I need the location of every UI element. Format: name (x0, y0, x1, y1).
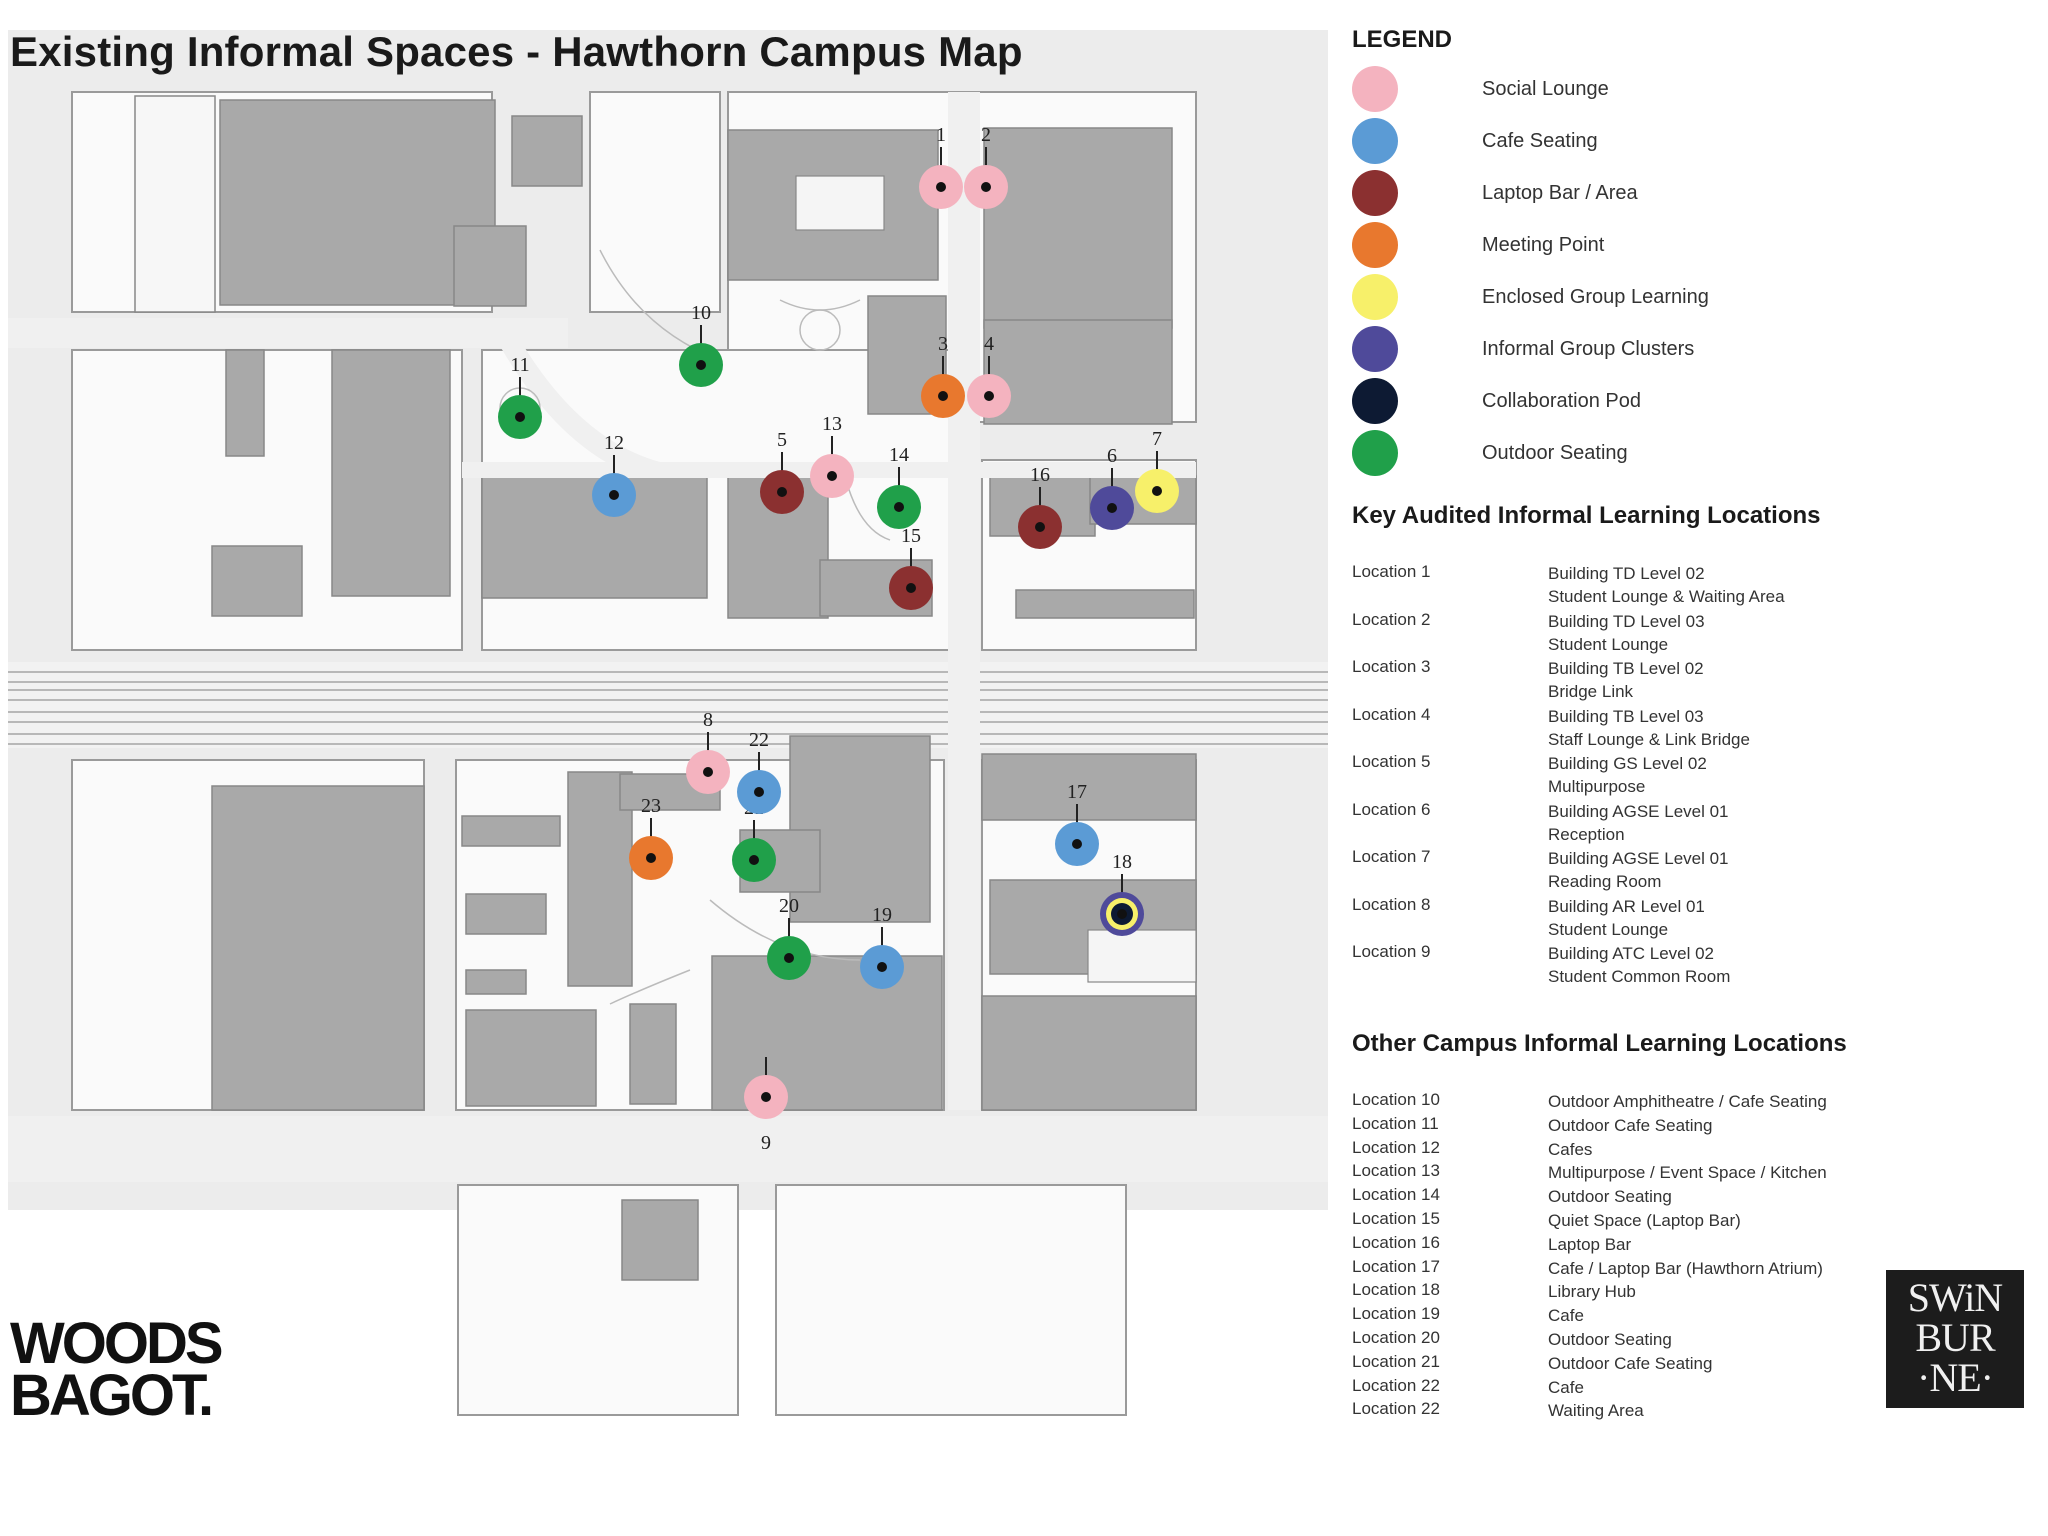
marker-dot (703, 767, 713, 777)
location-description-line: Building ATC Level 02 (1548, 944, 1715, 963)
marker-dot (784, 953, 794, 963)
marker-number: 4 (984, 333, 994, 355)
location-description (1548, 562, 1785, 608)
marker-number: 18 (1112, 851, 1132, 873)
other-locations-heading: Other Campus Informal Learning Locations (1352, 1030, 1847, 1057)
legend-label: Cafe Seating (1482, 130, 1598, 152)
legend-item (1352, 66, 1912, 112)
marker-number: 20 (779, 895, 799, 917)
location-name: Location 4 (1352, 704, 1431, 724)
location-description-line: Student Lounge (1548, 634, 1669, 654)
marker-dot (877, 962, 887, 972)
location-name: Location 7 (1352, 847, 1431, 866)
marker-dot (761, 1092, 771, 1102)
page-title: Existing Informal Spaces - Hawthorn Campus Map (10, 28, 1023, 75)
marker-dot (1072, 839, 1082, 849)
marker-number: 7 (1152, 428, 1162, 450)
marker-number: 19 (872, 904, 892, 926)
marker-number: 9 (761, 1132, 771, 1154)
marker-number: 8 (703, 709, 713, 731)
location-marker-5[interactable] (760, 429, 804, 514)
legend-label: Collaboration Pod (1482, 390, 1641, 412)
location-name: Location 17 (1352, 1256, 1440, 1276)
location-description: Multipurpose / Event Space / Kitchen (1548, 1163, 1827, 1183)
location-description-line: Building AGSE Level 01 (1548, 849, 1729, 868)
location-name: Location 14 (1352, 1185, 1440, 1205)
location-name: Location 1 (1352, 562, 1431, 581)
woods-bagot-line-1: WOODS (10, 1311, 221, 1376)
marker-number: 22 (749, 729, 769, 751)
location-marker-6[interactable] (1090, 445, 1134, 530)
marker-number: 15 (901, 525, 921, 547)
legend-item (1352, 274, 1912, 320)
location-description: Quiet Space (Laptop Bar) (1548, 1211, 1741, 1230)
location-marker-9[interactable] (744, 1057, 788, 1154)
legend-label: Meeting Point (1482, 234, 1605, 256)
marker-dot (749, 855, 759, 865)
location-name: Location 3 (1352, 657, 1431, 676)
location-name: Location 22 (1352, 1399, 1440, 1419)
location-description (1548, 895, 1705, 941)
location-name: Location 20 (1352, 1328, 1440, 1347)
marker-dot (646, 853, 656, 863)
legend (1352, 26, 1912, 54)
marker-dot (696, 360, 706, 370)
location-description-line: Student Common Room (1548, 967, 1731, 986)
legend-item (1352, 170, 1912, 216)
location-marker-3[interactable] (921, 333, 965, 418)
marker-number: 11 (510, 354, 530, 376)
location-description (1548, 705, 1750, 751)
location-marker-22[interactable] (737, 729, 781, 814)
location-description: Outdoor Seating (1548, 1330, 1672, 1349)
legend-swatch (1352, 66, 1398, 112)
location-description-line: Building AR Level 01 (1548, 896, 1705, 916)
location-description-line: Student Lounge & Waiting Area (1548, 587, 1785, 606)
location-marker-13[interactable] (810, 413, 854, 498)
woods-bagot-logo (10, 1311, 221, 1428)
location-marker-2[interactable] (964, 124, 1008, 209)
location-marker-11[interactable] (498, 354, 542, 439)
location-name: Location 15 (1352, 1209, 1440, 1228)
swinburne-line-2: BUR (1915, 1315, 1995, 1360)
marker-dot (981, 182, 991, 192)
marker-number: 16 (1030, 464, 1050, 486)
location-description-line: Bridge Link (1548, 682, 1634, 701)
marker-dot (938, 391, 948, 401)
location-name: Location 13 (1352, 1161, 1440, 1181)
location-name: Location 5 (1352, 752, 1431, 771)
location-marker-17[interactable] (1055, 781, 1099, 866)
location-marker-19[interactable] (860, 904, 904, 989)
legend-item (1352, 326, 1912, 372)
location-marker-14[interactable] (877, 444, 921, 529)
swinburne-logo (1886, 1270, 2024, 1408)
location-description-line: Student Lounge (1548, 919, 1669, 939)
location-name: Location 8 (1352, 894, 1431, 914)
location-description: Outdoor Cafe Seating (1548, 1353, 1713, 1373)
legend-label: Enclosed Group Learning (1482, 286, 1709, 308)
legend-heading: LEGEND (1352, 26, 1453, 53)
marker-dot (515, 412, 525, 422)
marker-number: 2 (981, 124, 991, 146)
marker-dot (1152, 486, 1162, 496)
location-description: Cafe (1548, 1306, 1584, 1326)
legend-swatch (1352, 326, 1398, 372)
legend-swatch (1352, 274, 1398, 320)
legend-label: Social Lounge (1482, 78, 1609, 100)
location-name: Location 22 (1352, 1375, 1440, 1395)
marker-dot (1035, 522, 1045, 532)
marker-number: 1 (936, 124, 946, 146)
marker-number: 10 (691, 302, 711, 324)
legend-label: Informal Group Clusters (1482, 338, 1695, 360)
location-description: Outdoor Amphitheatre / Cafe Seating (1548, 1092, 1827, 1111)
marker-dot (754, 787, 764, 797)
location-name: Location 2 (1352, 609, 1431, 629)
location-marker-18[interactable] (1100, 851, 1144, 936)
swinburne-line-1: SWiN (1907, 1275, 2003, 1320)
marker-dot (1107, 503, 1117, 513)
legend-label: Laptop Bar / Area (1482, 182, 1638, 204)
location-name: Location 10 (1352, 1090, 1440, 1109)
marker-number: 3 (938, 333, 948, 355)
location-description-line: Building TD Level 02 (1548, 564, 1705, 583)
location-description (1548, 800, 1729, 846)
location-name: Location 11 (1352, 1113, 1439, 1133)
marker-number: 17 (1067, 781, 1087, 803)
marker-dot (777, 487, 787, 497)
marker-dot (827, 471, 837, 481)
location-description-line: Reception (1548, 824, 1625, 844)
location-name: Location 16 (1352, 1232, 1440, 1252)
location-description: Cafe / Laptop Bar (Hawthorn Atrium) (1548, 1258, 1823, 1278)
marker-number: 23 (641, 795, 661, 817)
location-description-line: Reading Room (1548, 872, 1662, 891)
location-description-line: Multipurpose (1548, 777, 1646, 796)
marker-dot (609, 490, 619, 500)
location-description: Outdoor Cafe Seating (1548, 1115, 1713, 1135)
location-marker-23[interactable] (629, 795, 673, 880)
location-name: Location 9 (1352, 942, 1431, 961)
location-description: Outdoor Seating (1548, 1187, 1672, 1207)
location-name: Location 12 (1352, 1137, 1440, 1157)
location-description: Laptop Bar (1548, 1234, 1632, 1254)
marker-dot (894, 502, 904, 512)
location-description: Library Hub (1548, 1282, 1636, 1302)
location-description-line: Staff Lounge & Link Bridge (1548, 729, 1750, 749)
location-description-line: Building TB Level 03 (1548, 706, 1704, 726)
location-marker-10[interactable] (679, 302, 723, 387)
location-name: Location 21 (1352, 1351, 1440, 1371)
location-description: Cafe (1548, 1377, 1584, 1397)
legend-swatch (1352, 430, 1398, 476)
location-description-line: Building AGSE Level 01 (1548, 801, 1729, 821)
marker-number: 13 (822, 413, 842, 435)
location-description (1548, 610, 1705, 656)
marker-number: 6 (1107, 445, 1117, 467)
location-name: Location 18 (1352, 1280, 1440, 1300)
location-description (1548, 752, 1707, 798)
legend-label: Outdoor Seating (1482, 442, 1628, 464)
woods-bagot-line-2: BAGOT. (10, 1363, 212, 1428)
location-marker-7[interactable] (1135, 428, 1179, 513)
marker-number: 14 (889, 444, 909, 466)
swinburne-line-3: ·NE· (1917, 1355, 1993, 1400)
marker-dot (1117, 909, 1127, 919)
location-marker-15[interactable] (889, 525, 933, 610)
legend-item (1352, 118, 1912, 164)
location-description-line: Building GS Level 02 (1548, 754, 1707, 773)
location-marker-16[interactable] (1018, 464, 1062, 549)
legend-swatch (1352, 170, 1398, 216)
legend-item (1352, 378, 1912, 424)
location-description (1548, 942, 1730, 988)
location-marker-1[interactable] (919, 124, 963, 209)
location-description (1548, 847, 1729, 893)
legend-swatch (1352, 118, 1398, 164)
legend-swatch (1352, 222, 1398, 268)
legend-swatch (1352, 378, 1398, 424)
location-marker-20[interactable] (767, 895, 811, 980)
location-marker-12[interactable] (592, 432, 636, 517)
key-audited-heading: Key Audited Informal Learning Locations (1352, 502, 1821, 529)
location-marker-8[interactable] (686, 709, 730, 794)
location-description: Waiting Area (1548, 1401, 1644, 1421)
location-description-line: Building TB Level 02 (1548, 659, 1704, 678)
marker-dot (936, 182, 946, 192)
location-description: Cafes (1548, 1139, 1593, 1159)
marker-number: 12 (604, 432, 624, 454)
location-name: Location 19 (1352, 1304, 1440, 1324)
location-description (1548, 657, 1704, 703)
marker-number: 5 (777, 429, 787, 451)
location-marker-4[interactable] (967, 333, 1011, 418)
legend-item (1352, 430, 1912, 476)
location-name: Location 6 (1352, 799, 1431, 819)
marker-dot (984, 391, 994, 401)
marker-dot (906, 583, 916, 593)
location-description-line: Building TD Level 03 (1548, 611, 1705, 631)
legend-item (1352, 222, 1912, 268)
